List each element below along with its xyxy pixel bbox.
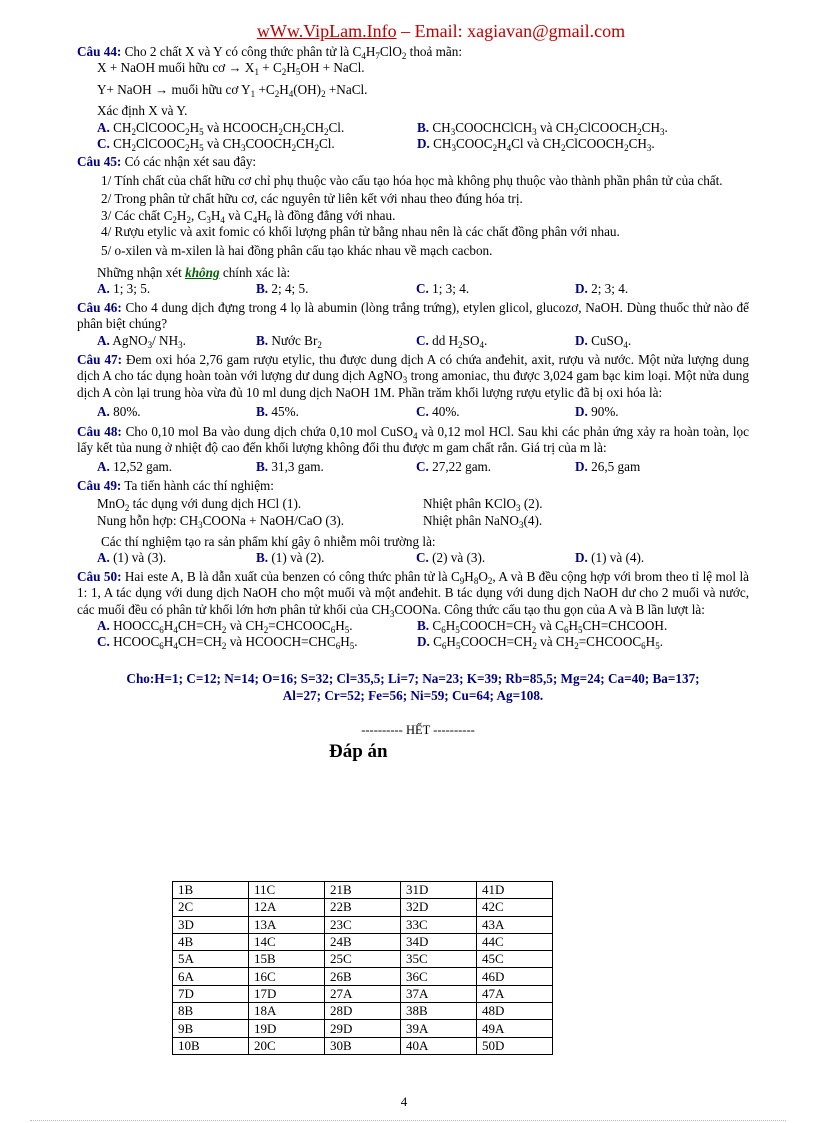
question-number: Câu 49: (77, 477, 122, 493)
q46-options (77, 333, 749, 349)
question-48-stem: Câu 48: Cho 0,10 mol Ba vào dung dịch chứa 0,10 mol CuSO$_4$ và 0,12 mol HCl. Sau khi các phản ứng xảy ra hoàn toàn, lọc lấy kết tủa nung ở nhiệt độ cao đến khối lượng không đổi thu được m gam chất rắn. Giá trị của m là: (77, 423, 749, 455)
answer-cell: 38B (401, 1003, 477, 1020)
page-bottom-divider (30, 1120, 786, 1121)
q45-statement-4: 4/ Rượu etylic và axit fomic có khối lượng phân tử bằng nhau nên là các chất đồng phân với nhau. (101, 224, 620, 240)
answer-cell: 42C (477, 899, 553, 916)
option-d: D. 26,5 gam (575, 459, 641, 475)
answer-cell: 50D (477, 1037, 553, 1054)
q44-equation-2: Y+ NaOH → muối hữu cơ $Y_1 +C_2H_4(OH)_2$ +NaCl. (97, 81, 368, 99)
table-row (173, 1020, 553, 1037)
option-b: B. $C_6H_5COOCH=CH_2$ và $C_6H_5CH=CHCOOH$. (417, 618, 668, 635)
question-text: Cho 2 chất X và Y có công thức phân tử là $C_4H_7ClO_2$ thoả mãn: (124, 44, 463, 61)
option-d: D. (1) và (4). (575, 550, 645, 566)
q49-experiments-row-1 (77, 496, 749, 512)
option-a: A. AgNO$_3$/ $NH_3$. (97, 332, 186, 350)
answer-cell: 41D (477, 882, 553, 899)
option-b: B. Nước $Br_2$ (256, 332, 322, 350)
option-c: C. 1; 3; 4. (416, 281, 470, 297)
exam-page (77, 20, 749, 761)
q47-options (77, 404, 749, 420)
answer-cell: 2C (173, 899, 249, 916)
page-number: 4 (400, 1094, 408, 1109)
q49-experiments-row-2 (77, 513, 749, 529)
option-d: D. 90%. (575, 404, 619, 420)
option-c: C. 27,22 gam. (416, 459, 492, 475)
option-a: A. $CH_2ClCOOC_2H_5$ và $HCOOCH_2CH_2CH_2Cl$. (97, 119, 345, 137)
answer-cell: 18A (249, 1003, 325, 1020)
q48-options (77, 459, 749, 475)
answer-cell: 11C (249, 882, 325, 899)
question-number: Câu 50: (77, 568, 122, 584)
option-d: D. $CH_3COOC_2H_4Cl$ và $CH_2ClCOOCH_2CH_3$. (417, 136, 655, 154)
end-marker: ---------- HẾT ---------- (361, 722, 475, 737)
answer-cell: 31D (401, 882, 477, 899)
answer-cell: 49A (477, 1020, 553, 1037)
answer-cell: 37A (401, 985, 477, 1002)
question-49-stem: Câu 49: Ta tiến hành các thí nghiệm: (77, 477, 274, 493)
atomic-masses-line-1: Cho:H=1; C=12; N=14; O=16; S=32; Cl=35,5; Li=7; Na=23; K=39; Rb=85,5; Mg=24; Ca=40; Ba=137; (126, 670, 700, 686)
answer-cell: 6A (173, 968, 249, 985)
answer-cell: 25C (325, 951, 401, 968)
table-row (173, 1037, 553, 1054)
answer-key-table (172, 881, 553, 1055)
q44-equation-1: X + NaOH muối hữu cơ → $X_1 + C_2H_5OH$ + NaCl. (97, 60, 365, 78)
option-c: C. $CH_2ClCOOC_2H_5$ và $CH_3COOCH_2CH_2Cl$. (97, 136, 335, 154)
answer-cell: 34D (401, 933, 477, 950)
table-row (173, 916, 553, 933)
option-a: A. $HOOCC_6H_4CH=CH_2$ và $CH_2=CHCOOC_6H_5$. (97, 618, 353, 635)
question-number: Câu 44: (77, 44, 122, 59)
question-46-stem: Câu 46: Cho 4 dung dịch đựng trong 4 lọ là abumin (lòng trắng trứng), etylen glicol, glucozơ, NaOH. Dùng thuốc thử nào để phân biệt chúng? (77, 299, 749, 332)
option-d: D. CuSO$_4$. (575, 332, 632, 350)
answer-cell: 20C (249, 1037, 325, 1054)
answer-cell: 21B (325, 882, 401, 899)
option-a: A. 80%. (97, 404, 141, 420)
page-header (133, 20, 749, 42)
q49-options (77, 550, 749, 566)
table-row (173, 985, 553, 1002)
option-a: A. 1; 3; 5. (97, 281, 151, 297)
table-row (173, 968, 553, 985)
q45-statement-5: 5/ o-xilen và m-xilen là hai đồng phân cấu tạo khác nhau về mạch cacbon. (101, 243, 493, 259)
atomic-masses (77, 670, 749, 704)
atomic-masses-line-2: Al=27; Cr=52; Fe=56; Ni=59; Cu=64; Ag=108. (282, 687, 544, 703)
answer-cell: 27A (325, 985, 401, 1002)
answer-cell: 19D (249, 1020, 325, 1037)
table-row (173, 882, 553, 899)
q49-ask: Các thí nghiệm tạo ra sản phẩm khí gây ô nhiễm môi trường là: (101, 533, 436, 549)
answer-cell: 36C (401, 968, 477, 985)
option-b: B. 45%. (256, 404, 299, 420)
header-site-link[interactable]: wWw.VipLam.Info (256, 21, 397, 41)
q45-statement-1: 1/ Tính chất của chất hữu cơ chỉ phụ thuộc vào cấu tạo hóa học mà không phụ thuộc vào thành phần phân tử của chất. (101, 172, 723, 188)
q50-options (77, 618, 749, 651)
option-c: C. (2) và (3). (416, 550, 486, 566)
answer-cell: 30B (325, 1037, 401, 1054)
question-50-stem: Câu 50: Hai este A, B là dẫn xuất của benzen có công thức phân tử là $C_9H_8O_2$, A và B đều cộng hợp với brom theo tỉ lệ mol là 1: 1, A tác dụng với dung dịch NaOH cho một muối và một anđehit. B tác dụng với dung dịch NaOH dư cho 2 muối và nước, các muối đều có phân tử khối lớn hơn phân tử khối của $CH_3COONa$. Công thức cấu tạo thu gọn của A và B lần lượt là: (77, 568, 750, 619)
answer-cell: 39A (401, 1020, 477, 1037)
answer-cell: 29D (325, 1020, 401, 1037)
option-a: A. 12,52 gam. (97, 459, 173, 475)
answer-cell: 26B (325, 968, 401, 985)
question-number: Câu 48: (77, 423, 122, 439)
table-row (173, 933, 553, 950)
answer-cell: 13A (249, 916, 325, 933)
answer-cell: 3D (173, 916, 249, 933)
q44-options (77, 120, 749, 153)
answer-cell: 16C (249, 968, 325, 985)
answer-cell: 35C (401, 951, 477, 968)
answer-cell: 10B (173, 1037, 249, 1054)
answer-cell: 48D (477, 1003, 553, 1020)
experiment-3: Nung hỗn hợp: $CH_3COONa$ + NaOH/CaO (3). (97, 512, 345, 530)
answer-cell: 44C (477, 933, 553, 950)
q45-statement-3: 3/ Các chất $C_2H_2$, $C_3H_4$ và $C_4H_6$ là đồng đẳng với nhau. (101, 207, 396, 225)
answer-cell: 7D (173, 985, 249, 1002)
question-47-stem: Câu 47: Đem oxi hóa 2,76 gam rượu etylic, thu được dung dịch A có chứa anđehit, axit, rượu và nước. Một nửa lượng dung dịch A cho tác dụng hoàn toàn với lượng dư dung dịch AgNO$_3$ trong amoniac, thu được 3,024 gam bạc kim loại. Một nửa dung dịch A còn lại trung hòa vừa đủ 10 ml dung dịch NaOH 1M. Phần trăm khối lượng rượu etylic đã bị oxi hóa là: (77, 351, 749, 400)
option-b: B. 2; 4; 5. (256, 281, 309, 297)
experiment-4: Nhiệt phân NaNO$_3$(4). (423, 512, 543, 530)
q45-ask: Những nhận xét không chính xác là: (97, 264, 291, 280)
option-b: B. 31,3 gam. (256, 459, 324, 475)
answer-cell: 8B (173, 1003, 249, 1020)
table-row (173, 1003, 553, 1020)
option-d: D. $C_6H_5COOCH=CH_2$ và $CH_2=CHCOOC_6H_5$. (417, 634, 663, 652)
question-44-stem (77, 44, 749, 60)
answer-cell: 28D (325, 1003, 401, 1020)
answer-cell: 4B (173, 933, 249, 950)
question-number: Câu 46: (77, 299, 122, 315)
option-a: A. (1) và (3). (97, 550, 167, 566)
answer-cell: 12A (249, 899, 325, 916)
answer-cell: 46D (477, 968, 553, 985)
answer-cell: 45C (477, 951, 553, 968)
experiment-2: Nhiệt phân KClO$_3$ (2). (423, 496, 543, 514)
answer-cell: 14C (249, 933, 325, 950)
header-separator: – Email: (396, 21, 468, 41)
option-b: B. (1) và (2). (256, 550, 325, 566)
question-45-stem: Câu 45: Có các nhận xét sau đây: (77, 154, 257, 170)
answer-cell: 22B (325, 899, 401, 916)
option-c: C. $HCOOC_6H_4CH=CH_2$ và $HCOOCH=CHC_6H_5$. (97, 634, 358, 652)
answer-cell: 17D (249, 985, 325, 1002)
answer-cell: 15B (249, 951, 325, 968)
answer-cell: 1B (173, 882, 249, 899)
q44-ask: Xác định X và Y. (97, 103, 188, 119)
question-number: Câu 45: (77, 154, 122, 170)
answer-cell: 5A (173, 951, 249, 968)
answer-cell: 47A (477, 985, 553, 1002)
answer-cell: 24B (325, 933, 401, 950)
table-row (173, 951, 553, 968)
header-email[interactable]: xagiavan@gmail.com (467, 21, 626, 41)
option-c: C. 40%. (416, 404, 460, 420)
answer-cell: 43A (477, 916, 553, 933)
answer-key-title: Đáp án (329, 741, 388, 763)
option-b: B. $CH_3COOCHClCH_3$ và $CH_2ClCOOCH_2CH_3$. (417, 119, 668, 137)
question-number: Câu 47: (77, 351, 123, 367)
option-d: D. 2; 3; 4. (575, 281, 629, 297)
answer-cell: 32D (401, 899, 477, 916)
q45-statement-2: 2/ Trong phân tử chất hữu cơ, các nguyên tử liên kết với nhau theo đúng hóa trị. (101, 191, 523, 207)
answer-cell: 9B (173, 1020, 249, 1037)
answer-cell: 33C (401, 916, 477, 933)
experiment-1: MnO$_2$ tác dụng với dung dịch HCl (1). (97, 496, 302, 514)
option-c: C. dd $H_2SO_4$. (416, 332, 488, 350)
answer-cell: 23C (325, 916, 401, 933)
table-row (173, 899, 553, 916)
q45-options (77, 281, 749, 297)
answer-cell: 40A (401, 1037, 477, 1054)
